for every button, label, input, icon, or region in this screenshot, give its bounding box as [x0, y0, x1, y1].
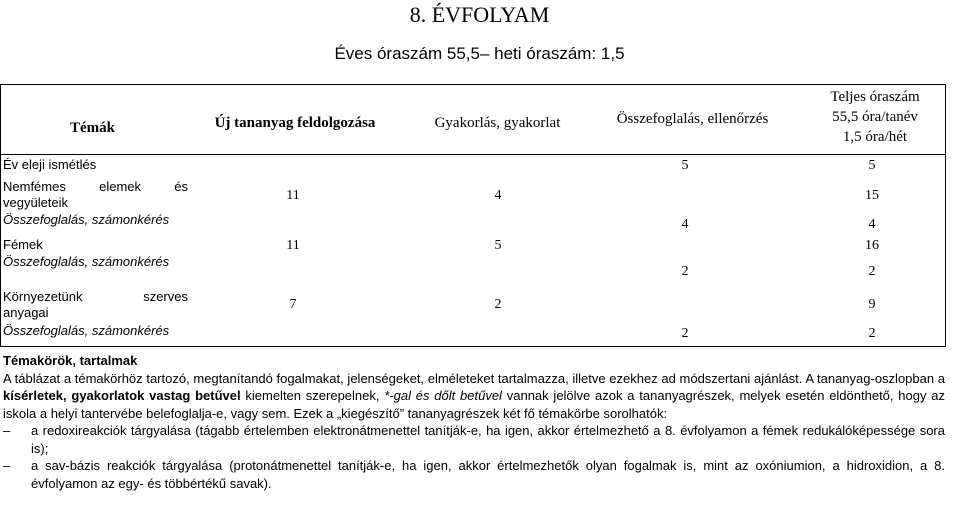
list-item: [3, 422, 945, 457]
cell-uj: 11: [286, 188, 300, 203]
header-het: 1,5 óra/hét: [842, 129, 908, 145]
italic-text: *-gal és dőlt betűvel: [384, 388, 502, 403]
cell-ossz: 5: [681, 158, 689, 173]
cell-uj: 7: [289, 297, 297, 312]
label-word: és: [174, 179, 188, 194]
cell-ossz: 2: [681, 264, 689, 279]
row-label: [3, 289, 188, 305]
row-label: Összefoglalás, számonkérés: [3, 212, 170, 227]
cell-total: 2: [868, 264, 876, 279]
label-word: szerves: [143, 289, 188, 304]
cell-total: 5: [868, 158, 876, 173]
cell-total: 2: [868, 326, 876, 341]
row-label-continued: vegyületeik: [3, 195, 69, 210]
table-border-right: [945, 84, 946, 347]
cell-total: 16: [865, 238, 879, 253]
list-item: [3, 457, 945, 492]
row-label: [3, 179, 188, 195]
cell-total: 9: [868, 297, 876, 312]
header-osszefoglalas: Összefoglalás, ellenőrzés: [616, 111, 769, 127]
header-temak: Témák: [70, 120, 115, 136]
table-border-top: [0, 84, 946, 85]
list-item-text: a sav-bázis reakciók tárgyalása (protonátmenettel tanítják-e, ha igen, akkor értelmezhetők olyan fogalmak is, mint az oxóniumion, a hidroxidion, a 8. évfolyamon az egy- és többértékű savak).: [31, 458, 945, 491]
row-label-continued: anyagai: [3, 305, 49, 320]
bold-text: kísérletek, gyakorlatok vastag betűvel: [3, 388, 241, 403]
dash-marker: –: [3, 458, 11, 473]
header-teljes-oraszam: Teljes óraszám: [830, 89, 920, 105]
intro-paragraph: [3, 370, 945, 423]
page-title: 8. ÉVFOLYAM: [409, 2, 550, 27]
row-label: Fémek: [3, 237, 43, 252]
label-word: Környezetünk: [3, 289, 83, 304]
paragraph-text: kiemelten szerepelnek,: [245, 388, 380, 403]
header-divider: [0, 154, 946, 155]
page-subtitle: Éves óraszám 55,5– heti óraszám: 1,5: [334, 44, 625, 63]
cell-total: 15: [865, 188, 879, 203]
header-uj-tananyag: Új tananyag feldolgozása: [214, 115, 376, 131]
header-tanev: 55,5 óra/tanév: [832, 109, 918, 125]
label-word: elemek: [99, 179, 142, 194]
label-word: Nemfémes: [3, 179, 66, 194]
paragraph-text: A táblázat a témakörhöz tartozó, megtanítandó fogalmakat, jelenségeket, elméleteket tartalmazza, illetve ezekhez ad módszertani ajánlást. A tananyag-oszlopban a: [3, 370, 945, 386]
row-label: Összefoglalás, számonkérés: [3, 323, 170, 338]
cell-uj: 11: [286, 238, 300, 253]
hours-table: [0, 84, 947, 348]
cell-gyak: 2: [494, 297, 502, 312]
list-item-text: a redoxireakciók tárgyalása (tágabb értelemben elektronátmenettel tanítják-e, ha igen, akkor értelmezhető a 8. évfolyamon a fémek redukálóképessége sora is);: [31, 423, 945, 456]
cell-gyak: 5: [494, 238, 502, 253]
section-heading: Témakörök, tartalmak: [3, 353, 138, 368]
cell-gyak: 4: [494, 188, 502, 203]
row-label: Összefoglalás, számonkérés: [3, 254, 170, 269]
cell-ossz: 4: [681, 217, 689, 232]
cell-total: 4: [868, 217, 876, 232]
table-border-bottom: [0, 346, 946, 347]
row-label: Év eleji ismétlés: [3, 157, 97, 172]
header-gyakorlas: Gyakorlás, gyakorlat: [434, 115, 561, 131]
cell-ossz: 2: [681, 326, 689, 341]
dash-marker: –: [3, 423, 11, 438]
content-section: [3, 352, 945, 492]
paragraph-text: vannak jelölve azok a tananyagrészek, melyek esetén eldönthető, hogy az iskola a helyi tantervébe belefoglalja-e, vagy sem. Ezek a „kiegészítő” tananyagrészek két fő témakörbe sorolhatók:: [3, 388, 945, 421]
